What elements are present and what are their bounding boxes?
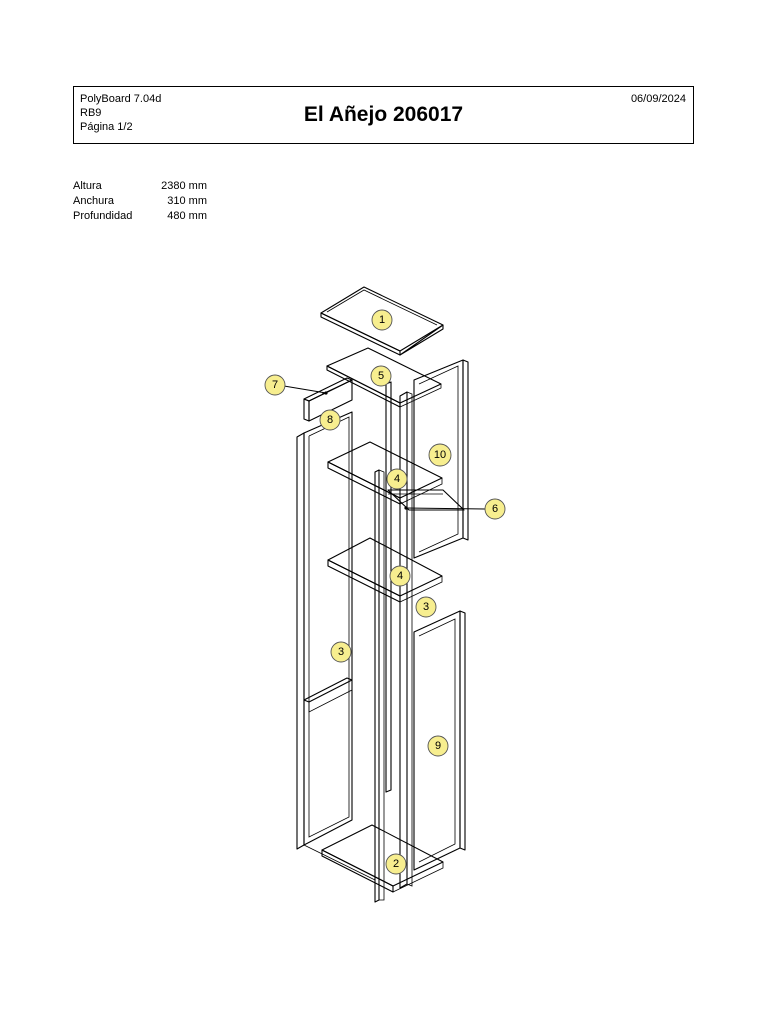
panel-partition [375,382,391,902]
panel-bottom [304,825,443,892]
part-label-text: 6 [491,503,499,515]
shelf-lower [328,538,442,602]
part-label-text: 4 [396,570,404,582]
part-label-text: 8 [326,414,334,426]
leader-dot-7 [324,391,327,394]
part-label-7 [265,375,285,395]
software-version: PolyBoard 7.04d [80,93,162,105]
dimension-value: 310 mm [167,195,207,207]
panel-side-left [297,412,352,849]
part-label-6 [485,499,505,519]
project-code: RB9 [80,107,102,119]
part-label-text: 9 [434,740,442,752]
part-label-4-lower [390,566,410,586]
part-label-text: 10 [433,449,447,461]
part-label-text: 2 [392,858,400,870]
dimension-value: 480 mm [167,210,207,222]
leader-line-7 [284,386,326,393]
leader-dot-6 [404,506,407,509]
page-number: Página 1/2 [80,121,133,133]
dimension-label: Altura [73,180,102,192]
part-label-9 [428,736,448,756]
part-label-3-right [416,597,436,617]
part-label-3-left [331,642,351,662]
dimension-label: Profundidad [73,210,133,222]
dimension-value: 2380 mm [161,180,207,192]
panel-side-right [400,392,412,888]
part-label-10 [429,444,451,466]
project-title: El Añejo 206017 [303,103,464,126]
part-label-8 [320,410,340,430]
part-label-2 [386,854,406,874]
rail [388,490,464,510]
dimension-label: Anchura [73,195,114,207]
part-label-text: 4 [393,473,401,485]
part-label-text: 3 [337,646,345,658]
leader-line-6 [406,508,485,509]
part-label-text: 7 [271,379,279,391]
drawing-date: 06/09/2024 [630,93,686,105]
part-label-1 [372,310,392,330]
shelf-upper [328,442,442,504]
part-label-5 [371,366,391,386]
part-label-text: 5 [377,370,385,382]
part-label-4-upper [387,469,407,489]
part-label-text: 3 [422,601,430,613]
part-label-text: 1 [378,314,386,326]
